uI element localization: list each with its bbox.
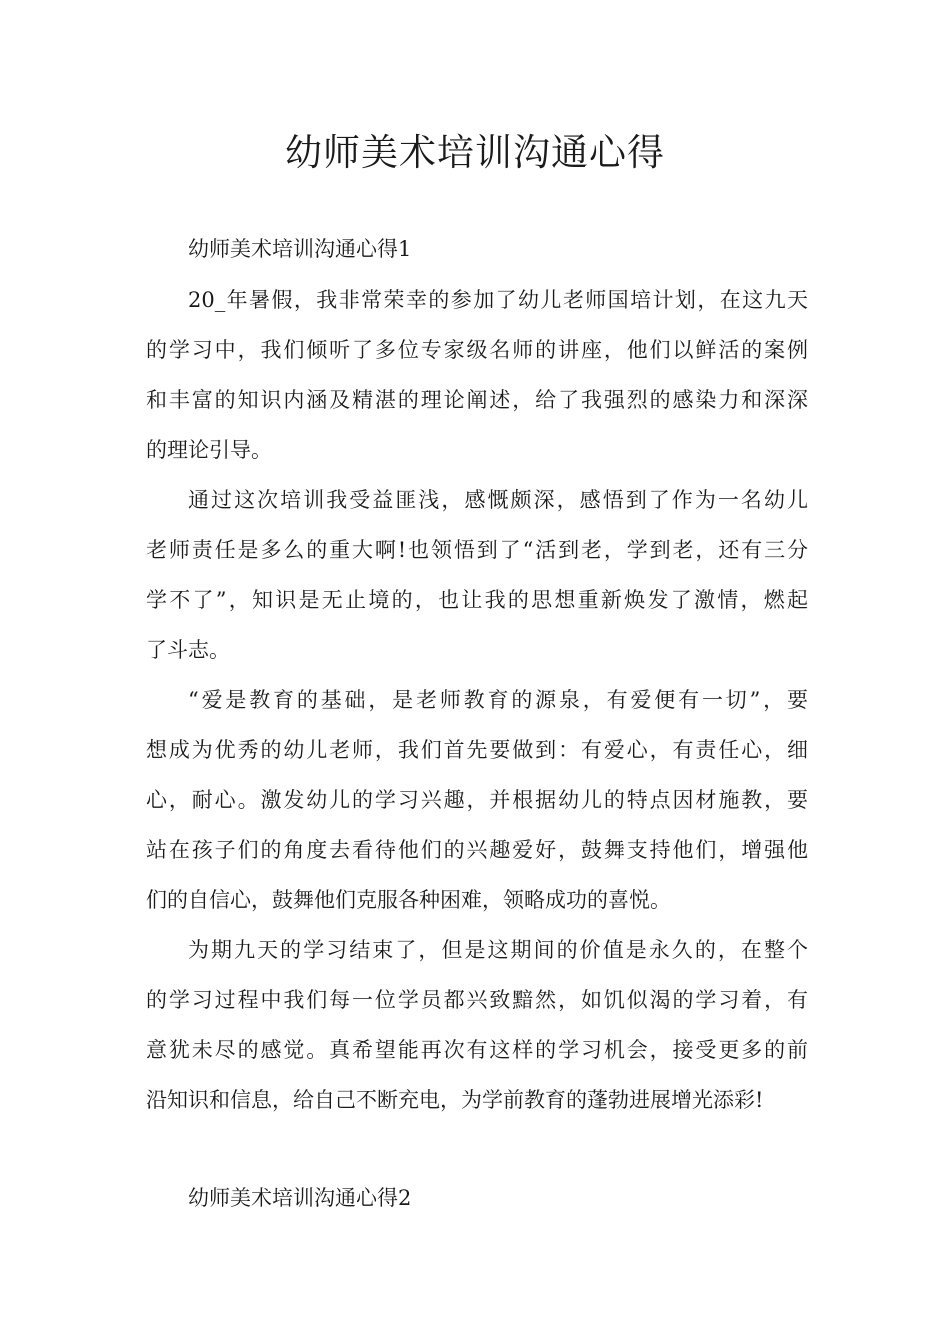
paragraph-2	[146, 475, 808, 675]
section-heading-1: 幼师美术培训沟通心得1	[188, 237, 412, 261]
paragraph-line: 们的自信心，鼓舞他们克服各种困难，领略成功的喜悦。	[146, 888, 671, 912]
paragraph-3	[146, 675, 808, 925]
paragraph-line: 通过这次培训我受益匪浅，感慨颇深，感悟到了作为一名幼儿	[188, 488, 808, 512]
paragraph-line: “爱是教育的基础，是老师教育的源泉，有爱便有一切”，要	[188, 688, 808, 712]
paragraph-line: 学不了”，知识是无止境的，也让我的思想重新焕发了激情，燃起	[146, 588, 808, 612]
paragraph-1	[146, 275, 808, 475]
paragraph-line: 的学习过程中我们每一位学员都兴致黯然，如饥似渴的学习着，有	[146, 988, 808, 1012]
paragraph-line: 20_年暑假，我非常荣幸的参加了幼儿老师国培计划，在这九天	[188, 288, 808, 312]
paragraph-line: 老师责任是多么的重大啊!也领悟到了“活到老，学到老，还有三分	[146, 538, 808, 562]
paragraph-line: 心，耐心。激发幼儿的学习兴趣，并根据幼儿的特点因材施教，要	[146, 788, 808, 812]
paragraph-line: 为期九天的学习结束了，但是这期间的价值是永久的，在整个	[188, 938, 808, 962]
document-title: 幼师美术培训沟通心得	[285, 131, 665, 174]
paragraph-4	[146, 925, 808, 1125]
paragraph-line: 意犹未尽的感觉。真希望能再次有这样的学习机会，接受更多的前	[146, 1038, 808, 1062]
section-heading-2: 幼师美术培训沟通心得2	[188, 1186, 412, 1210]
paragraph-line: 沿知识和信息，给自己不断充电，为学前教育的蓬勃进展增光添彩!	[146, 1088, 764, 1112]
paragraph-line: 和丰富的知识内涵及精湛的理论阐述，给了我强烈的感染力和深深	[146, 388, 808, 412]
paragraph-line: 的理论引导。	[146, 438, 272, 462]
paragraph-line: 站在孩子们的角度去看待他们的兴趣爱好，鼓舞支持他们，增强他	[146, 838, 808, 862]
paragraph-line: 想成为优秀的幼儿老师，我们首先要做到：有爱心，有责任心，细	[146, 738, 808, 762]
paragraph-line: 的学习中，我们倾听了多位专家级名师的讲座，他们以鲜活的案例	[146, 338, 808, 362]
paragraph-line: 了斗志。	[146, 638, 230, 662]
